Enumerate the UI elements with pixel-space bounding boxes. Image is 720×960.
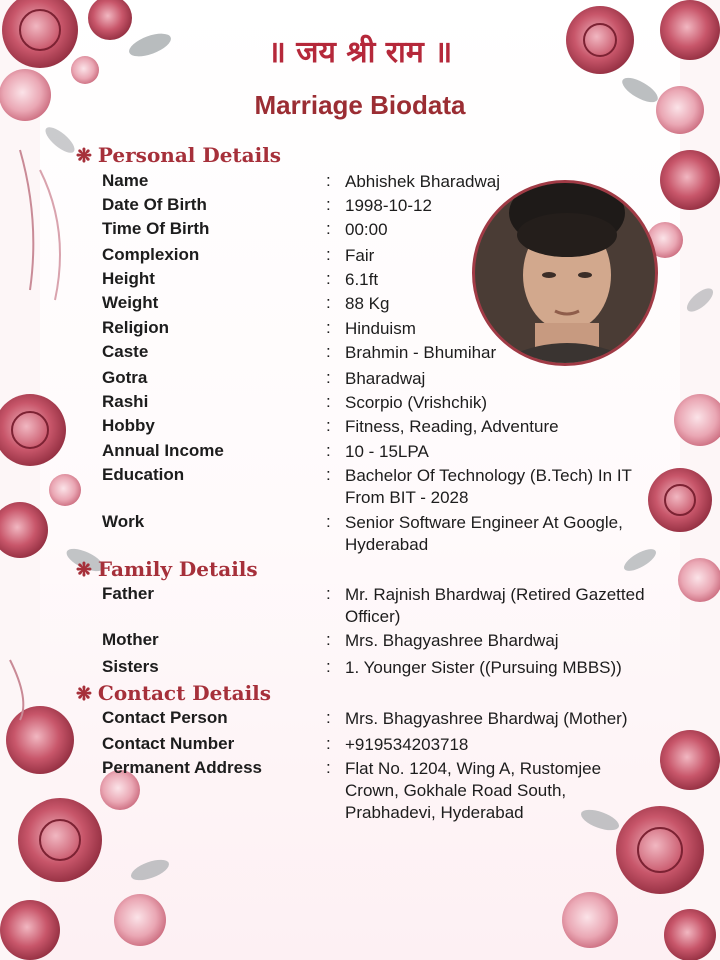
row-value: +919534203718 — [345, 735, 469, 754]
row-value: Mr. Rajnish Bhardwaj (Retired Gazetted Officer) — [345, 585, 645, 626]
row-colon: : — [326, 368, 331, 387]
row-colon: : — [326, 758, 331, 777]
row-label: Contact Number — [102, 734, 235, 753]
row-label: Permanent Address — [102, 758, 262, 777]
row-label: Gotra — [102, 368, 148, 387]
row-value: Fair — [345, 246, 375, 265]
row-label: Father — [102, 584, 154, 603]
row-label: Height — [102, 269, 155, 288]
row-colon: : — [326, 245, 331, 264]
row-colon: : — [326, 171, 331, 190]
row-value: 6.1ft — [345, 270, 379, 289]
section-title-family — [76, 557, 258, 581]
rose-cluster-bottom-left — [0, 660, 172, 960]
row-value: Brahmin - Bhumihar — [345, 343, 497, 362]
row-value: Flat No. 1204, Wing A, Rustomjee Crown, Gokhale Road South, Prabhadevi, Hyderabad — [345, 759, 602, 822]
row-colon: : — [326, 269, 331, 288]
row-colon: : — [326, 342, 331, 361]
row-value: 1998-10-12 — [345, 196, 432, 215]
row-colon: : — [326, 293, 331, 312]
row-value: 10 - 15LPA — [345, 442, 429, 461]
section-title-family-text: Family Details — [97, 557, 258, 581]
asterisk-flower-icon: ❋ — [76, 683, 92, 705]
row-colon: : — [326, 584, 331, 603]
row-colon: : — [326, 416, 331, 435]
row-label: Rashi — [102, 392, 149, 411]
row-colon: : — [326, 512, 331, 531]
row-label: Sisters — [102, 657, 159, 676]
row-value: 00:00 — [345, 220, 388, 239]
section-title-contact-text: Contact Details — [97, 681, 272, 705]
row-colon: : — [326, 318, 331, 337]
row-label: Date Of Birth — [102, 195, 207, 214]
row-colon: : — [326, 657, 331, 676]
row-colon: : — [326, 392, 331, 411]
row-label: Weight — [102, 293, 159, 312]
row-label: Complexion — [102, 245, 200, 264]
row-value: Mrs. Bhagyashree Bhardwaj — [345, 631, 559, 650]
row-value: Scorpio (Vrishchik) — [345, 393, 488, 412]
row-label: Contact Person — [102, 708, 228, 727]
asterisk-flower-icon: ❋ — [76, 559, 92, 581]
asterisk-flower-icon: ❋ — [76, 145, 92, 167]
section-title-personal — [76, 143, 281, 167]
row-colon: : — [326, 630, 331, 649]
row-colon: : — [326, 708, 331, 727]
row-colon: : — [326, 441, 331, 460]
row-value: 1. Younger Sister ((Pursuing MBBS)) — [345, 658, 622, 677]
row-colon: : — [326, 195, 331, 214]
row-value: Fitness, Reading, Adventure — [345, 417, 559, 436]
row-label: Education — [102, 465, 185, 484]
row-value: Senior Software Engineer At Google, Hyderabad — [345, 513, 623, 554]
row-label: Work — [102, 512, 145, 531]
row-value: Abhishek Bharadwaj — [345, 172, 500, 191]
row-colon: : — [326, 219, 331, 238]
row-value: Bharadwaj — [345, 369, 426, 388]
rose-cluster-left-middle — [0, 394, 107, 576]
row-value: Mrs. Bhagyashree Bhardwaj (Mother) — [345, 709, 628, 728]
section-title-personal-text: Personal Details — [97, 143, 282, 167]
row-label: Name — [102, 171, 149, 190]
row-colon: : — [326, 734, 331, 753]
section-title-contact — [76, 681, 271, 705]
jai-shri-ram-invocation: ॥ जय श्री राम ॥ — [267, 35, 453, 70]
page-title: Marriage Biodata — [254, 90, 466, 120]
row-label: Annual Income — [102, 441, 224, 460]
row-value: 88 Kg — [345, 294, 390, 313]
row-colon: : — [326, 465, 331, 484]
row-label: Mother — [102, 630, 159, 649]
row-label: Hobby — [102, 416, 155, 435]
row-label: Time Of Birth — [102, 219, 210, 238]
row-value: Hinduism — [345, 319, 416, 338]
row-label: Religion — [102, 318, 170, 337]
row-label: Caste — [102, 342, 149, 361]
row-value: Bachelor Of Technology (B.Tech) In IT From BIT - 2028 — [345, 466, 632, 507]
